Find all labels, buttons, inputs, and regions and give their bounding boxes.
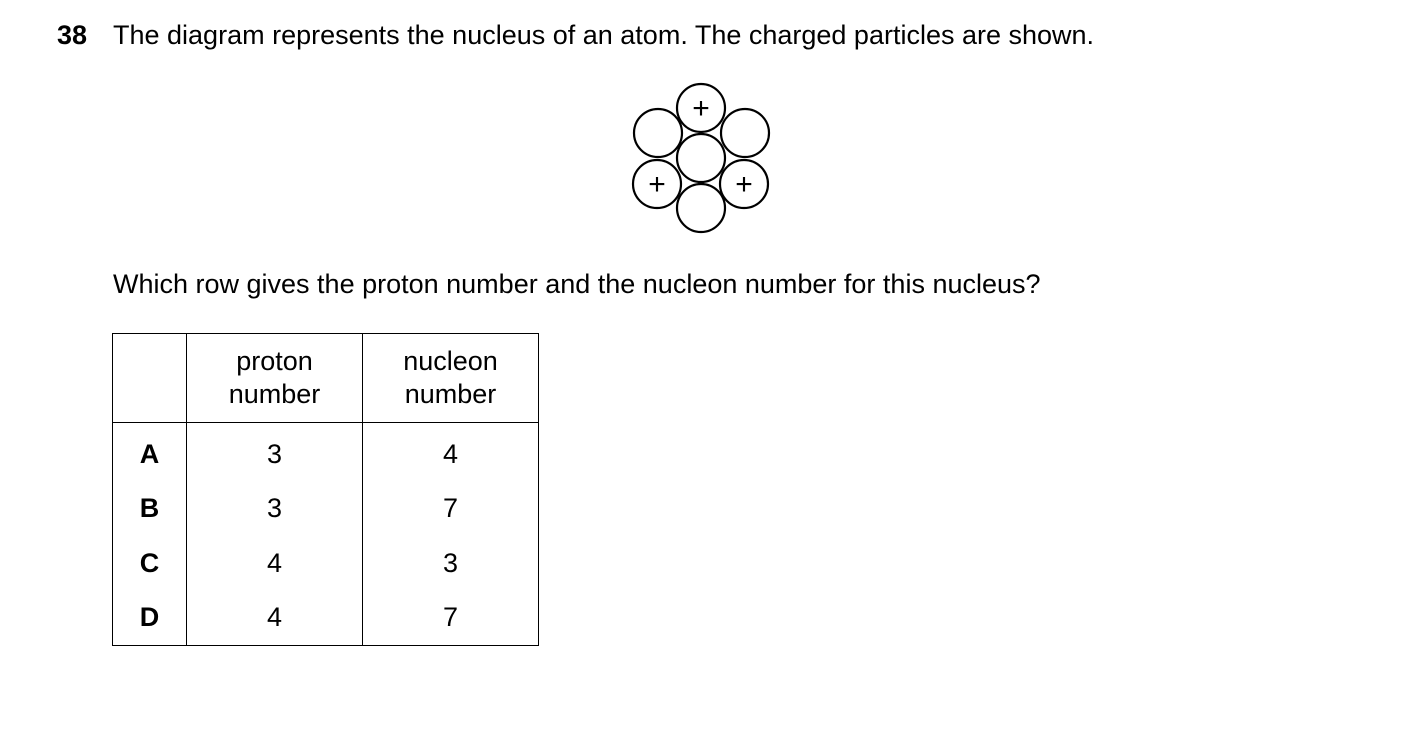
nucleon-value: 7	[363, 482, 539, 537]
table-row	[113, 536, 539, 591]
header-proton-line2: number	[228, 379, 321, 409]
option-letter: D	[113, 591, 187, 646]
particle-bottom	[677, 184, 725, 232]
nucleon-value: 7	[363, 591, 539, 646]
particle-upper-left	[634, 109, 682, 157]
option-letter: A	[113, 423, 187, 482]
header-nucleon-number	[363, 334, 539, 423]
header-proton-line1: proton	[236, 346, 313, 376]
question-stem: The diagram represents the nucleus of an atom. The charged particles are shown.	[113, 20, 1095, 50]
proton-value: 3	[187, 482, 363, 537]
table-header-row	[113, 334, 539, 423]
nucleon-value: 3	[363, 536, 539, 591]
nucleus-diagram	[620, 72, 785, 242]
table-row	[113, 423, 539, 482]
proton-value: 3	[187, 423, 363, 482]
header-nucleon-line1: nucleon	[403, 346, 498, 376]
proton-value: 4	[187, 591, 363, 646]
plus-sign-lower-left: +	[648, 168, 666, 201]
particle-upper-right	[721, 109, 769, 157]
header-empty	[113, 334, 187, 423]
proton-value: 4	[187, 536, 363, 591]
question-number: 38	[57, 20, 88, 50]
answer-table	[112, 333, 539, 646]
nucleon-value: 4	[363, 423, 539, 482]
table-row	[113, 591, 539, 646]
particle-center	[677, 134, 725, 182]
header-proton-number	[187, 334, 363, 423]
option-letter: B	[113, 482, 187, 537]
plus-sign-top: +	[692, 92, 710, 125]
question-prompt: Which row gives the proton number and the nucleon number for this nucleus?	[113, 269, 1041, 299]
table-row	[113, 482, 539, 537]
plus-sign-lower-right: +	[735, 168, 753, 201]
header-nucleon-line2: number	[404, 379, 497, 409]
option-letter: C	[113, 536, 187, 591]
